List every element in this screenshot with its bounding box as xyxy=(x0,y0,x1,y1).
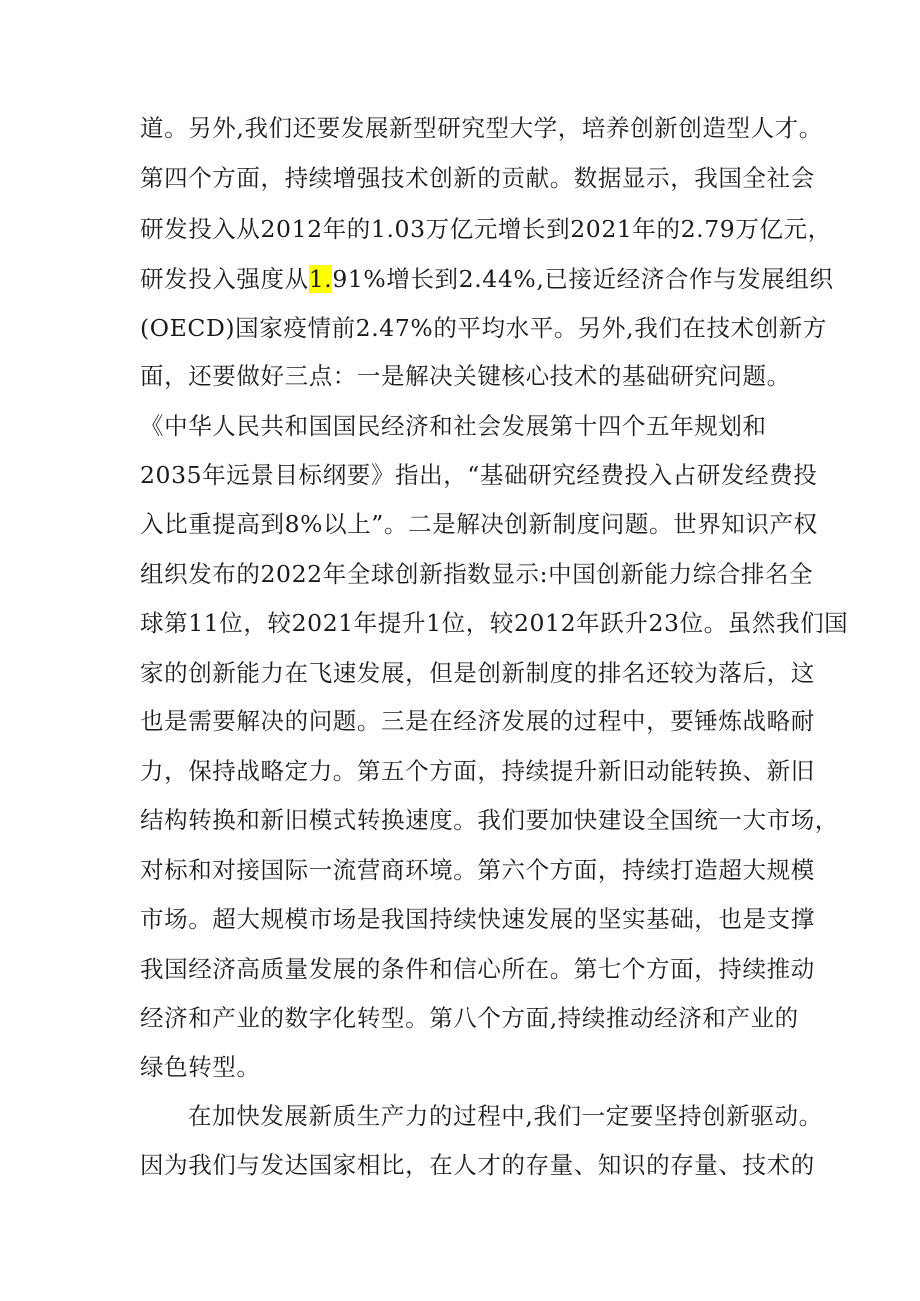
paragraph-first-line: 在加快发展新质生产力的过程中,我们一定要坚持创新驱动。 xyxy=(188,1102,823,1130)
text-line-6: 面，还要做好三点：一是解决关键核心技术的基础研究问题。 xyxy=(140,362,791,390)
text-line-14: 力，保持战略定力。第五个方面，持续提升新旧动能转换、新旧 xyxy=(140,757,815,785)
text-line-15: 结构转换和新旧模式转换速度。我们要加快建设全国统一大市场， xyxy=(140,806,839,834)
text-line-16: 对标和对接国际一流营商环境。第六个方面，持续打造超大规模 xyxy=(140,856,815,884)
text-line-3: 研发投入从2012年的1.03万亿元增长到2021年的2.79万亿元， xyxy=(140,215,832,243)
text-line-1: 道。另外,我们还要发展新型研究型大学，培养创新创造型人才。 xyxy=(140,114,823,142)
text-line-19: 经济和产业的数字化转型。第八个方面,持续推动经济和产业的 xyxy=(140,1004,799,1032)
text-line-9: 入比重提高到8%以上”。二是解决创新制度问题。世界知识产权 xyxy=(140,510,818,538)
text-line-13: 也是需要解决的问题。三是在经济发展的过程中，要锤炼战略耐 xyxy=(140,707,815,735)
text-line-4-end: 91%增长到2.44%,已接近经济合作与发展组织 xyxy=(332,265,834,293)
text-line-18: 我国经济高质量发展的条件和信心所在。第七个方面，持续推动 xyxy=(140,955,815,983)
text-line-12: 家的创新能力在飞速发展，但是创新制度的排名还较为落后，这 xyxy=(140,659,815,687)
text-line-10: 组织发布的2022年全球创新指数显示:中国创新能力综合排名全 xyxy=(140,560,814,588)
text-line-4-start: 研发投入强度从 xyxy=(140,265,309,293)
text-line-8: 2035年远景目标纲要》指出，“基础研究经费投入占研发经费投 xyxy=(140,461,818,489)
text-line-17: 市场。超大规模市场是我国持续快速发展的坚实基础，也是支撑 xyxy=(140,905,815,933)
text-line-4 xyxy=(140,264,834,294)
highlighted-text: 1. xyxy=(308,265,333,293)
text-line-2: 第四个方面，持续增强技术创新的贡献。数据显示，我国全社会 xyxy=(140,164,815,192)
text-line-22: 因为我们与发达国家相比，在人才的存量、知识的存量、技术的 xyxy=(140,1151,815,1179)
text-line-7: 《中华人民共和国国民经济和社会发展第十四个五年规划和 xyxy=(140,412,767,440)
text-line-5: (OECD)国家疫情前2.47%的平均水平。另外,我们在技术创新方 xyxy=(140,314,828,342)
text-line-11: 球第11位，较2021年提升1位，较2012年跃升23位。虽然我们国 xyxy=(140,609,849,637)
text-line-20: 绿色转型。 xyxy=(140,1053,261,1081)
